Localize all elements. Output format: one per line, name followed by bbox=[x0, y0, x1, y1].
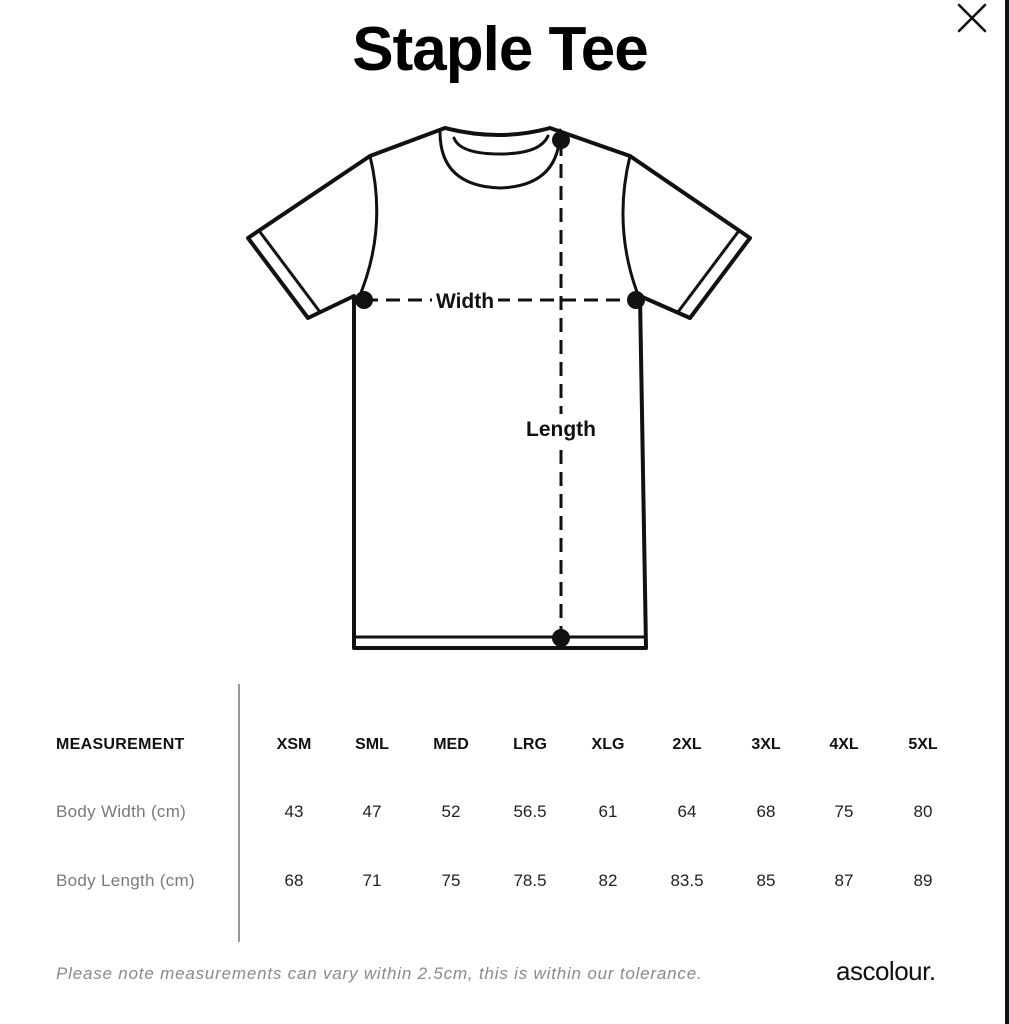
size-header: 2XL bbox=[672, 736, 702, 753]
table-cell: 68 bbox=[756, 802, 776, 821]
size-table bbox=[0, 684, 1000, 942]
left-sleeve-seam bbox=[358, 156, 377, 300]
length-label: Length bbox=[526, 418, 596, 441]
tolerance-note: Please note measurements can vary within 2.5cm, this is within our tolerance. bbox=[56, 964, 703, 983]
tee-outline bbox=[248, 128, 750, 648]
size-header: SML bbox=[355, 736, 389, 753]
width-label: Width bbox=[435, 290, 495, 313]
table-cell: 52 bbox=[441, 802, 461, 821]
table-cell: 64 bbox=[677, 802, 697, 821]
collar-outer bbox=[440, 130, 560, 188]
table-cell: 75 bbox=[441, 871, 461, 890]
table-header-row bbox=[0, 730, 1000, 760]
table-row-body-length bbox=[0, 866, 1000, 896]
table-cell: 47 bbox=[362, 802, 382, 821]
size-header: LRG bbox=[513, 736, 547, 753]
table-cell: 78.5 bbox=[513, 871, 547, 890]
table-cell: 61 bbox=[598, 802, 618, 821]
size-header: 3XL bbox=[751, 736, 781, 753]
width-end-dot bbox=[627, 291, 645, 309]
table-cell: 71 bbox=[362, 871, 382, 890]
width-start-dot bbox=[355, 291, 373, 309]
table-row-body-width bbox=[0, 797, 1000, 827]
size-header: 5XL bbox=[908, 736, 938, 753]
left-sleeve-hem bbox=[260, 232, 320, 312]
table-cell: 80 bbox=[913, 802, 933, 821]
table-cell: 68 bbox=[284, 871, 304, 890]
table-cell: 87 bbox=[834, 871, 854, 890]
length-start-dot bbox=[552, 131, 570, 149]
collar-inner bbox=[454, 136, 548, 154]
row-label: Body Width (cm) bbox=[56, 802, 187, 821]
measurement-header: MEASUREMENT bbox=[56, 736, 185, 753]
brand-logo: ascolour. bbox=[836, 956, 936, 986]
size-header: 4XL bbox=[829, 736, 859, 753]
table-cell: 56.5 bbox=[513, 802, 547, 821]
size-header: XSM bbox=[276, 736, 312, 753]
length-end-dot bbox=[552, 629, 570, 647]
table-cell: 83.5 bbox=[670, 871, 704, 890]
panel-right-edge bbox=[1005, 0, 1009, 1024]
right-sleeve-seam bbox=[623, 156, 640, 300]
tee-diagram bbox=[240, 120, 760, 660]
table-cell: 43 bbox=[284, 802, 304, 821]
table-cell: 85 bbox=[756, 871, 776, 890]
size-header: XLG bbox=[591, 736, 625, 753]
row-label: Body Length (cm) bbox=[56, 871, 195, 890]
size-header: MED bbox=[433, 736, 469, 753]
table-cell: 82 bbox=[598, 871, 618, 890]
table-cell: 75 bbox=[834, 802, 854, 821]
page-title: Staple Tee bbox=[352, 15, 648, 84]
right-sleeve-hem bbox=[678, 232, 738, 312]
table-cell: 89 bbox=[913, 871, 933, 890]
